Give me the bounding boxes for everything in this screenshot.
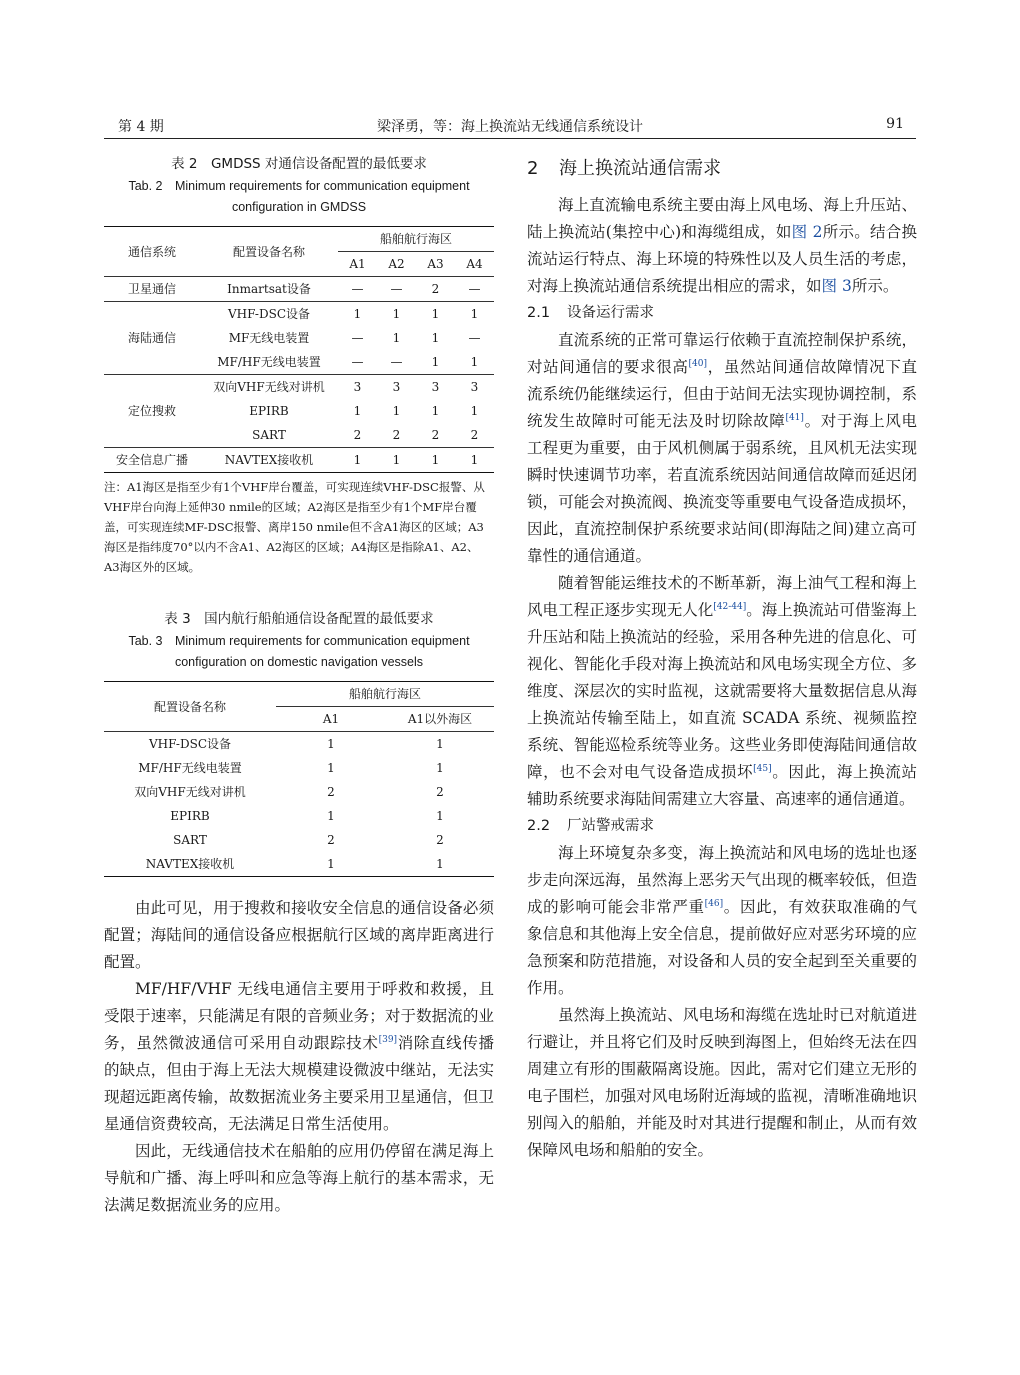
table-row (104, 852, 494, 877)
table2-equipment-cell: MF/HF无线电装置 (200, 350, 338, 375)
paragraph-text: 。因此，有效获取准确的气象信息和其他海上安全信息，提前做好应对恶劣环境的应急预案和防范措施，对设备和人员的安全起到至关重要的作用。 (527, 898, 917, 997)
table2-equipment-cell: NAVTEX接收机 (200, 448, 338, 473)
table2-caption-cn: 表 2 GMDSS 对通信设备配置的最低要求 (171, 156, 427, 172)
table2-system-cell: 海陆通信 (104, 302, 200, 375)
table2-value-cell: — (455, 277, 494, 302)
table2-system-cell: 安全信息广播 (104, 448, 200, 473)
table3-caption-en-line2: configuration on domestic navigation vessels (174, 655, 424, 669)
table3-equipment-cell: EPIRB (170, 809, 210, 823)
table2-value-cell: — (338, 277, 377, 302)
table2-value-cell: 1 (455, 448, 494, 473)
table2-value-cell: 1 (470, 404, 479, 418)
paragraph-text: 随着智能运维技术的不断革新，海上油气工程和海上风电工程正逐步实现无人化 (527, 574, 917, 619)
table2-value-cell: 1 (431, 404, 440, 418)
table2-value-cell: — (351, 331, 364, 345)
table3-outside-cell: 1 (436, 761, 444, 775)
table-row (104, 804, 494, 828)
table2-header-area-a2: A2 (377, 252, 416, 277)
paragraph-text: ，虽然站间通信故障情况下直流系统仍能继续运行，但由于站间无法实现协调控制，系统发生故障时可能无法及时切除故障 (527, 358, 917, 430)
paragraph-text: 所示。 (851, 277, 899, 295)
table2-value-cell: 1 (416, 448, 455, 473)
table2-header-area-a3: A3 (416, 252, 455, 277)
table2-value-cell: 1 (377, 448, 416, 473)
table3-header-equipment: 配置设备名称 (104, 682, 276, 732)
table2-value-cell: 2 (416, 277, 455, 302)
table3-equipment-cell: 双向VHF无线对讲机 (134, 785, 246, 799)
table2-equipment-cell: 双向VHF无线对讲机 (213, 380, 325, 394)
table2-value-cell: 1 (392, 307, 401, 321)
figure-link[interactable]: 图 2 (791, 223, 823, 241)
table3-caption-en-line1: Tab. 3 Minimum requirements for communication equipment (128, 634, 470, 648)
subsection-number: 2.2 (527, 818, 551, 834)
table3-equipment-cell: NAVTEX接收机 (104, 852, 276, 877)
table2-value-cell: 1 (455, 350, 494, 375)
table2-equipment-cell: SART (200, 423, 338, 448)
table3-outside-cell: 2 (436, 833, 444, 847)
table2-value-cell: 2 (455, 423, 494, 448)
table2-value-cell: 1 (353, 404, 362, 418)
table-row (104, 828, 494, 852)
table2-value-cell: 3 (392, 380, 401, 394)
table3-equipment-cell: VHF-DSC设备 (149, 737, 231, 751)
citation-link[interactable]: [39] (378, 1034, 398, 1045)
subsection-heading (527, 300, 917, 327)
paragraph-text: 直流系统的正常可靠运行依赖于直流控制保护系统，对站间通信的要求很高 (527, 331, 917, 376)
subsection-title: 厂站警戒需求 (567, 818, 654, 834)
table3 (104, 681, 494, 877)
table2-equipment-cell: Inmartsat设备 (200, 277, 338, 302)
paragraph-text: 海上直流输电系统主要由海上风电场、海上升压站、陆上换流站(集控中心)和海缆组成，如 (527, 196, 917, 241)
table2-system-cell: 卫星通信 (104, 277, 200, 302)
section-intro-paragraph (527, 192, 917, 300)
table3-a1-cell: 1 (327, 737, 335, 751)
table3-equipment-cell: MF/HF无线电装置 (138, 761, 242, 775)
table2-value-cell: 1 (353, 307, 362, 321)
table3-outside-cell: 1 (436, 737, 444, 751)
table2-equipment-cell: VHF-DSC设备 (228, 307, 310, 321)
table2-value-cell: 3 (431, 380, 440, 394)
figure-link[interactable]: 图 3 (821, 277, 852, 295)
table2-value-cell: 1 (392, 331, 401, 345)
table3-header-a1: A1 (276, 707, 386, 732)
table2-value-cell: 3 (353, 380, 362, 394)
table2 (104, 226, 494, 473)
left-paragraph-3: 因此，无线通信技术在船舶的应用仍停留在满足海上导航和广播、海上呼叫和应急等海上航行的基本需求，无法满足数据流业务的应用。 (104, 1142, 494, 1214)
table-row (104, 756, 494, 780)
section-title: 海上换流站通信需求 (559, 158, 721, 179)
table2-caption-en-line1: Tab. 2 Minimum requirements for communication equipment (128, 179, 470, 193)
paragraph-text: 海上环境复杂多变，海上换流站和风电场的选址也逐步走向深远海，虽然海上恶劣天气出现的概率较低，但造成的影响可能会非常严重 (527, 844, 917, 916)
table2-block (104, 152, 494, 577)
table-row (104, 448, 494, 473)
table2-value-cell: — (377, 350, 416, 375)
table2-equipment-cell: MF无线电装置 (228, 331, 310, 345)
article-running-title: 梁泽勇，等：海上换流站无线通信系统设计 (377, 119, 643, 135)
table3-a1-cell: 1 (276, 852, 386, 877)
table3-block (104, 607, 494, 877)
table3-caption-cn: 表 3 国内航行船舶通信设备配置的最低要求 (164, 611, 434, 627)
table3-equipment-cell: SART (173, 833, 207, 847)
table3-header-area: 船舶航行海区 (276, 682, 494, 707)
table2-value-cell: 2 (377, 423, 416, 448)
subsection-paragraph (527, 840, 917, 1002)
subsection-paragraph (527, 327, 917, 570)
citation-link[interactable]: [41] (785, 412, 804, 423)
table2-value-cell: 1 (470, 307, 479, 321)
left-paragraph-2 (104, 976, 494, 1138)
table2-value-cell: 3 (470, 380, 479, 394)
table3-a1-cell: 1 (327, 809, 335, 823)
table2-value-cell: 1 (431, 331, 440, 345)
table3-a1-cell: 2 (327, 785, 335, 799)
table2-system-cell: 定位搜救 (104, 375, 200, 448)
page-number: 91 (886, 116, 904, 132)
subsection-heading (527, 813, 917, 840)
table2-equipment-cell: EPIRB (249, 404, 289, 418)
right-column (527, 152, 917, 1164)
table-row (104, 302, 494, 327)
section-number: 2 (527, 158, 539, 179)
paragraph-text: 所示。结合换流站运行特点、海上环境的特殊性以及人员生活的考虑，对海上换流站通信系统提出相应的需求，如 (527, 223, 917, 295)
table-row (104, 375, 494, 400)
section-heading (527, 152, 917, 186)
paragraph-text: 。对于海上风电工程更为重要，由于风机侧属于弱系统，且风机无法实现瞬时快速调节功率，若直流系统因站间通信故障而延迟闭锁，可能会对换流阀、换流变等重要电气设备造成损坏，因此，直流控制保护系统要求站间(即海陆之间)建立高可靠性的通信通道。 (527, 412, 917, 565)
subsection-paragraph: 虽然海上换流站、风电场和海缆在选址时已对航道进行避让，并且将它们及时反映到海图上，但始终无法在四周建立有形的围蔽隔离设施。因此，需对它们建立无形的电子围栏，加强对风电场附近海域的监视，清晰准确地识别闯入的船舶，并能及时对其进行提醒和制止，从而有效保障风电场和船舶的安全。 (527, 1006, 917, 1159)
running-header (104, 114, 916, 139)
table2-header-system: 通信系统 (104, 227, 200, 277)
table3-outside-cell: 2 (436, 785, 444, 799)
table2-value-cell: 1 (338, 448, 377, 473)
issue-number: 第 4 期 (118, 119, 164, 135)
subsection-number: 2.1 (527, 305, 551, 321)
table2-value-cell: — (468, 331, 481, 345)
table2-header-equipment: 配置设备名称 (200, 227, 338, 277)
table2-caption-en-line2: configuration in GMDSS (231, 200, 367, 214)
paragraph-text: MF/HF/VHF 无线电通信主要用于呼救和救援，且受限于速率，只能满足有限的音频业务；对于数据流的业务，虽然微波通信可采用自动跟踪技术 (104, 980, 494, 1052)
table-row (104, 732, 494, 757)
citation-link[interactable]: [42-44] (713, 601, 747, 612)
citation-link[interactable]: [46] (704, 898, 724, 909)
table2-value-cell: 2 (338, 423, 377, 448)
table2-header-area-a1: A1 (338, 252, 377, 277)
table3-outside-cell: 1 (436, 809, 444, 823)
table2-value-cell: — (377, 277, 416, 302)
table2-value-cell: 1 (416, 350, 455, 375)
left-paragraph-1: 由此可见，用于搜救和接收安全信息的通信设备必须配置；海陆间的通信设备应根据航行区域的离岸距离进行配置。 (104, 899, 494, 971)
citation-link[interactable]: [40] (688, 358, 708, 369)
table-row (104, 277, 494, 302)
table2-note: 注：A1海区是指至少有1个VHF岸台覆盖，可实现连续VHF-DSC报警、从VHF岸台向海上延伸30 nmile的区域；A2海区是指至少有1个MF岸台覆盖，可实现连续MF-DSC报警、离岸150 nmile但不含A1海区的区域；A3海区是指纬度70°以内不含A1、A2海区的区域；A4海区是指除A1、A2、A3海区外的区域。 (104, 480, 485, 574)
table2-value-cell: — (338, 350, 377, 375)
table3-a1-cell: 1 (327, 761, 335, 775)
paragraph-text: 。海上换流站可借鉴海上升压站和陆上换流站的经验，采用各种先进的信息化、可视化、智能化手段对海上换流站和风电场实现全方位、多维度、深层次的实时监视，这就需要将大量数据信息从海上换流站传输至陆上，如直流 SCADA 系统、视频监控系统、智能巡检系统等业务。这些业务即使海陆间通信故障，也不会对电气设备造成损坏 (527, 601, 917, 781)
table3-header-outside: A1以外海区 (386, 707, 494, 732)
paragraph-text: 消除直线传播的缺点，但由于海上无法大规模建设微波中继站，无法实现超远距离传输，故数据流业务主要采用卫星通信，但卫星通信资费较高，无法满足日常生活使用。 (104, 1034, 494, 1133)
citation-link[interactable]: [45] (753, 763, 772, 774)
table2-header-area-a4: A4 (455, 252, 494, 277)
table2-value-cell: 1 (392, 404, 401, 418)
subsection-paragraph (527, 570, 917, 813)
table-row (104, 780, 494, 804)
table2-header-area: 船舶航行海区 (338, 227, 494, 252)
table2-value-cell: 1 (431, 307, 440, 321)
paragraph-text: 。因此，海上换流站辅助系统要求海陆间需建立大容量、高速率的通信通道。 (527, 763, 917, 808)
left-column (104, 152, 494, 1219)
table3-outside-cell: 1 (386, 852, 494, 877)
table2-value-cell: 2 (416, 423, 455, 448)
subsection-title: 设备运行需求 (567, 305, 654, 321)
table3-a1-cell: 2 (327, 833, 335, 847)
